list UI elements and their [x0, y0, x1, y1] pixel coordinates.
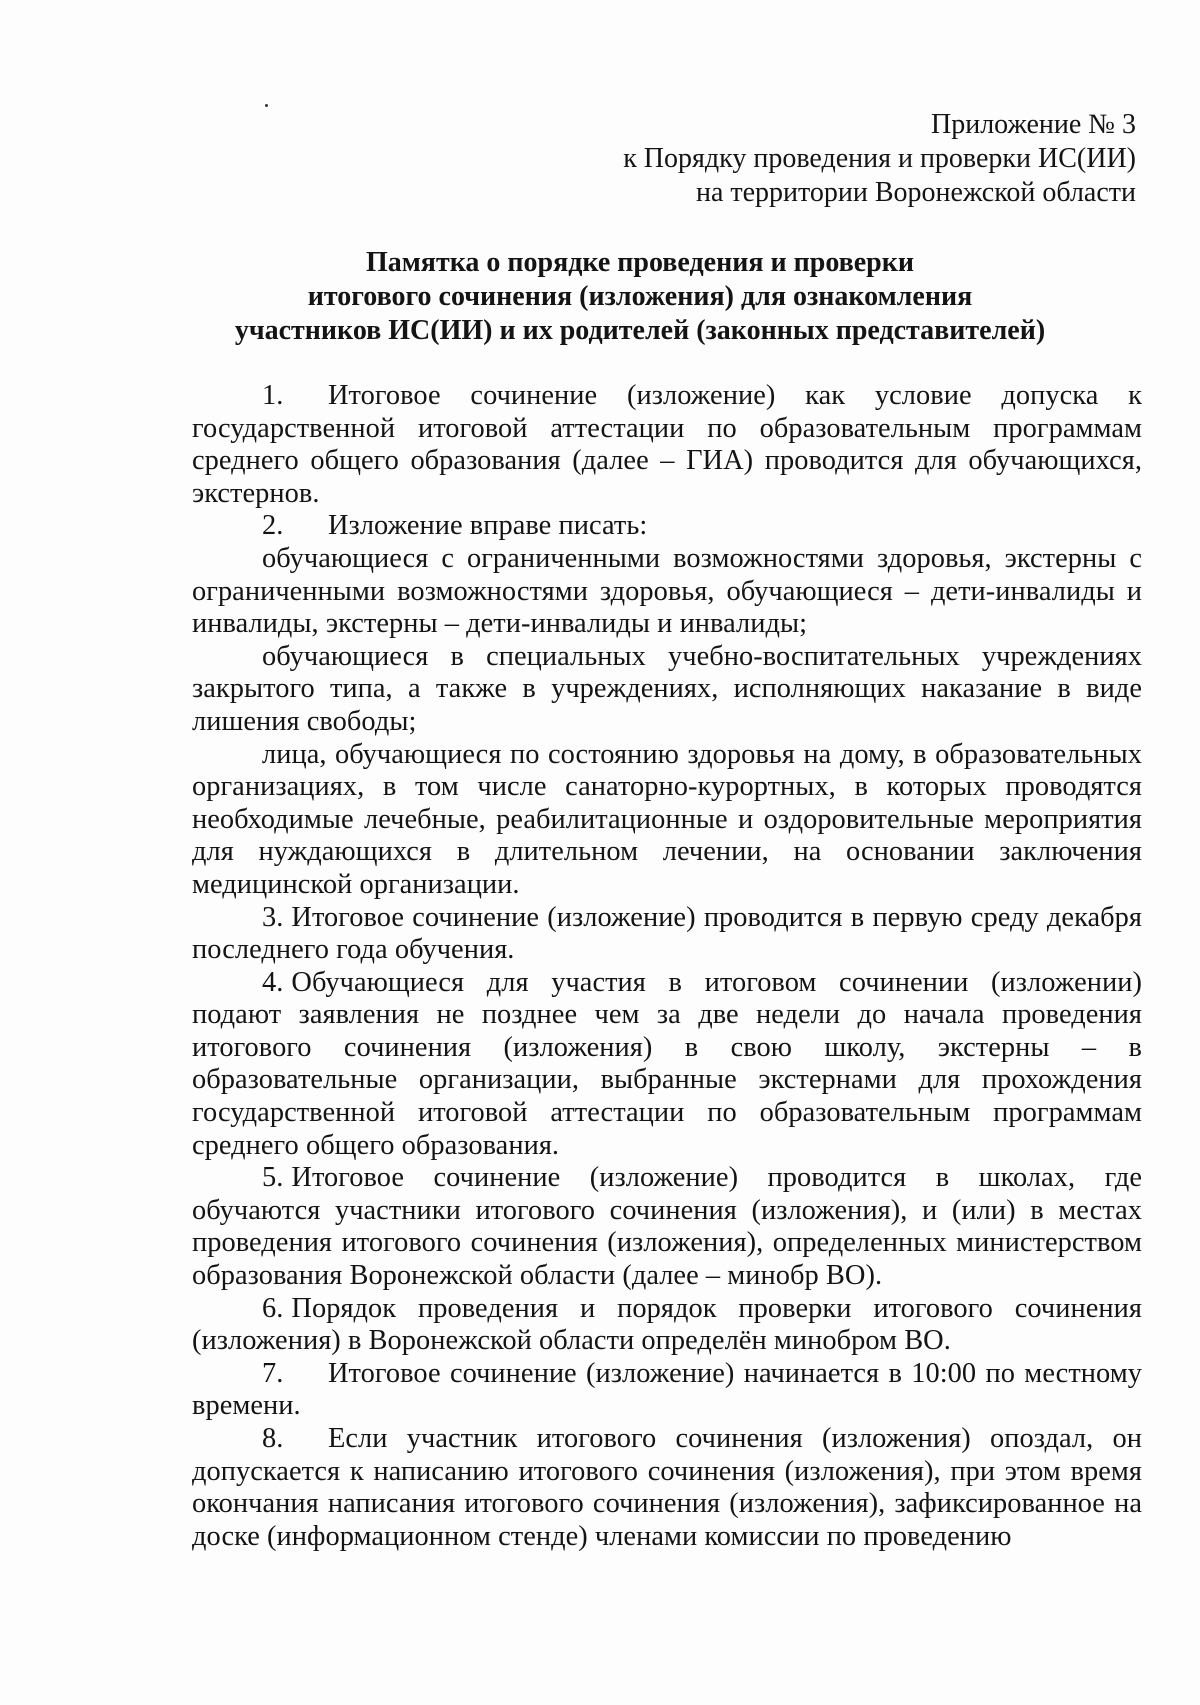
paragraph-text: Итоговое сочинение (изложение) как условие допуска к государственной итоговой аттестации по образовательным программам среднего общего образования (далее – ГИА) проводится для обучающихся, экстернов. — [192, 380, 1142, 509]
paragraph-text: Порядок проведения и порядок проверки итогового сочинения (изложения) в Воронежской области определён минобром ВО. — [192, 1292, 1142, 1357]
paragraph-number: 6. — [262, 1292, 284, 1324]
paragraph-3 — [192, 902, 1142, 967]
paragraph-text: Обучающиеся для участия в итоговом сочинении (изложении) подают заявления не позднее чем за две недели до начала проведения итогового сочинения (изложения) в свою школу, экстерны – в образовательные организации, выбранные экстернами для прохождения государственной итоговой аттестации по образовательным программам среднего общего образования. — [192, 966, 1142, 1161]
paragraph-text: Итоговое сочинение (изложение) проводится в первую среду декабря последнего года обучения. — [192, 901, 1142, 966]
document-body — [192, 380, 1142, 1553]
paragraph-text: Итоговое сочинение (изложение) начинается в 10:00 по местному времени. — [192, 1357, 1142, 1422]
paragraph-text: Итоговое сочинение (изложение) проводится в школах, где обучаются участники итогового сочинения (изложения), и (или) в местах проведения итогового сочинения (изложения), определенных министерством образования Воронежской области (далее – минобр ВО). — [192, 1162, 1142, 1292]
paragraph-4 — [192, 967, 1142, 1163]
paragraph-number: 4. — [262, 966, 284, 998]
document-title — [190, 246, 1090, 348]
paragraph-text: Если участник итогового сочинения (изложения) опоздал, он допускается к написанию итогового сочинения (изложения), при этом время окончания написания итогового сочинения (изложения), зафиксированное на доске (информационном стенде) членами комиссии по проведению — [192, 1423, 1142, 1552]
paragraph-2-category-c: лица, обучающиеся по состоянию здоровья на дому, в образовательных организациях, в том числе санаторно-курортных, в которых проводятся необходимые лечебные, реабилитационные и оздоровительные мероприятия для нуждающихся в длительном лечении, на основании заключения медицинской организации. — [192, 738, 1142, 900]
paragraph-number: 2. — [262, 510, 284, 542]
appendix-number: Приложение № 3 — [931, 109, 1136, 140]
paragraph-number: 7. — [262, 1357, 284, 1389]
appendix-reference: к Порядку проведения и проверки ИС(ИИ) — [623, 143, 1136, 174]
paragraph-text: Изложение вправе писать: — [328, 510, 648, 542]
title-line-1: Памятка о порядке проведения и проверки — [365, 247, 915, 278]
paragraph-5 — [192, 1162, 1142, 1292]
paragraph-number: 8. — [262, 1423, 284, 1454]
paragraph-number: 5. — [262, 1162, 284, 1194]
paragraph-7 — [192, 1358, 1142, 1423]
appendix-header — [623, 108, 1136, 210]
paragraph-number: 3. — [262, 901, 284, 933]
paragraph-2-category-a: обучающиеся с ограниченными возможностями здоровья, экстерны с ограниченными возможностями здоровья, обучающиеся – дети-инвалиды и инвалиды, экстерны – дети-инвалиды и инвалиды; — [192, 542, 1142, 640]
title-line-2: итогового сочинения (изложения) для ознакомления — [307, 281, 973, 312]
paragraph-1 — [192, 380, 1142, 510]
paragraph-6 — [192, 1293, 1142, 1358]
scan-speck — [265, 104, 268, 107]
paragraph-2 — [192, 510, 1142, 543]
paragraph-8 — [192, 1423, 1142, 1553]
paragraph-number: 1. — [262, 380, 284, 411]
appendix-region: на территории Воронежской области — [695, 177, 1136, 208]
title-line-3: участников ИС(ИИ) и их родителей (законных представителей) — [234, 315, 1046, 346]
paragraph-2-category-b: обучающиеся в специальных учебно-воспитательных учреждениях закрытого типа, а также в учреждениях, исполняющих наказание в виде лишения свободы; — [192, 640, 1142, 737]
